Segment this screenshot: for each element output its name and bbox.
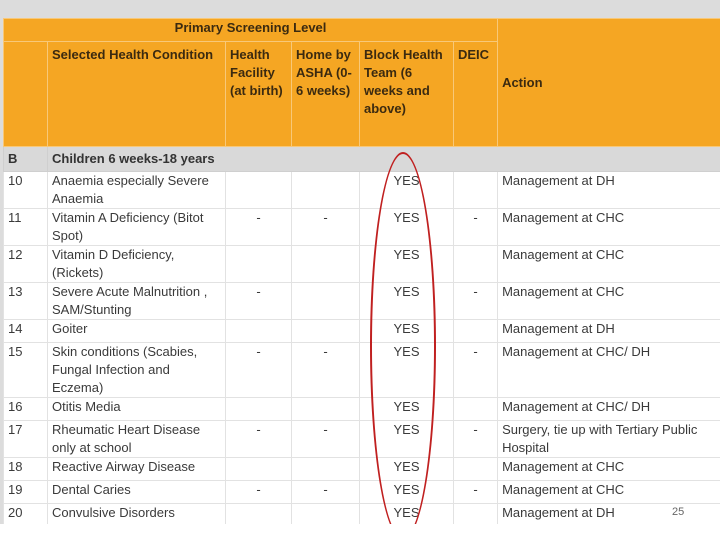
primary-screening-title: Primary Screening Level <box>4 19 498 42</box>
block-cell: YES <box>360 343 454 398</box>
block-cell: YES <box>360 246 454 283</box>
action-cell: Management at DH <box>498 320 720 343</box>
condition-cell: Rheumatic Heart Disease only at school <box>48 421 226 458</box>
deic-cell: - <box>454 481 498 504</box>
condition-cell: Otitis Media <box>48 398 226 421</box>
condition-cell: Convulsive Disorders <box>48 504 226 525</box>
asha-cell <box>292 172 360 209</box>
row-number: 14 <box>4 320 48 343</box>
block-cell: YES <box>360 172 454 209</box>
table-row <box>4 421 720 458</box>
block-cell: YES <box>360 458 454 481</box>
col-condition-header: Selected Health Condition <box>48 42 226 147</box>
facility-cell <box>226 246 292 283</box>
page-number: 25 <box>672 506 685 518</box>
section-id: B <box>4 147 48 172</box>
condition-cell: Vitamin D Deficiency, (Rickets) <box>48 246 226 283</box>
row-number: 19 <box>4 481 48 504</box>
facility-cell <box>226 320 292 343</box>
table-row <box>4 481 720 504</box>
row-number: 16 <box>4 398 48 421</box>
deic-cell: - <box>454 421 498 458</box>
table-row <box>4 246 720 283</box>
facility-cell <box>226 458 292 481</box>
asha-cell <box>292 320 360 343</box>
action-cell: Management at CHC/ DH <box>498 343 720 398</box>
asha-cell <box>292 283 360 320</box>
facility-cell <box>226 172 292 209</box>
asha-cell <box>292 504 360 525</box>
screening-table-container <box>3 18 720 524</box>
condition-cell: Severe Acute Malnutrition , SAM/Stunting <box>48 283 226 320</box>
row-number: 20 <box>4 504 48 525</box>
table-row <box>4 343 720 398</box>
deic-cell <box>454 458 498 481</box>
table-row <box>4 320 720 343</box>
facility-cell <box>226 504 292 525</box>
action-cell: Management at CHC <box>498 246 720 283</box>
block-cell: YES <box>360 398 454 421</box>
deic-cell <box>454 320 498 343</box>
deic-cell <box>454 398 498 421</box>
col-facility-header: Health Facility (at birth) <box>226 42 292 147</box>
block-cell: YES <box>360 320 454 343</box>
col-deic-header: DEIC <box>454 42 498 147</box>
block-cell: YES <box>360 504 454 525</box>
table-row <box>4 504 720 525</box>
action-cell: Management at CHC <box>498 481 720 504</box>
asha-cell: - <box>292 421 360 458</box>
section-row <box>4 147 720 172</box>
header-row-title <box>4 19 720 42</box>
condition-cell: Goiter <box>48 320 226 343</box>
deic-cell <box>454 246 498 283</box>
asha-cell: - <box>292 343 360 398</box>
condition-cell: Dental Caries <box>48 481 226 504</box>
col-number-header <box>4 42 48 147</box>
section-title: Children 6 weeks-18 years <box>48 147 720 172</box>
col-action-header: Action <box>498 19 720 147</box>
table-row <box>4 209 720 246</box>
deic-cell: - <box>454 343 498 398</box>
row-number: 18 <box>4 458 48 481</box>
row-number: 12 <box>4 246 48 283</box>
facility-cell: - <box>226 343 292 398</box>
table-row <box>4 172 720 209</box>
block-cell: YES <box>360 421 454 458</box>
condition-cell: Vitamin A Deficiency (Bitot Spot) <box>48 209 226 246</box>
asha-cell <box>292 458 360 481</box>
action-cell: Management at CHC <box>498 283 720 320</box>
deic-cell <box>454 504 498 525</box>
condition-cell: Anaemia especially Severe Anaemia <box>48 172 226 209</box>
asha-cell <box>292 246 360 283</box>
row-number: 10 <box>4 172 48 209</box>
deic-cell <box>454 172 498 209</box>
facility-cell: - <box>226 421 292 458</box>
facility-cell: - <box>226 283 292 320</box>
facility-cell: - <box>226 209 292 246</box>
asha-cell <box>292 398 360 421</box>
asha-cell: - <box>292 481 360 504</box>
action-cell: Management at CHC/ DH <box>498 398 720 421</box>
action-cell: Management at CHC <box>498 209 720 246</box>
table-row <box>4 283 720 320</box>
condition-cell: Reactive Airway Disease <box>48 458 226 481</box>
col-block-header: Block Health Team (6 weeks and above) <box>360 42 454 147</box>
action-cell: Management at DH <box>498 172 720 209</box>
row-number: 17 <box>4 421 48 458</box>
table-row <box>4 458 720 481</box>
action-cell: Surgery, tie up with Tertiary Public Hospital <box>498 421 720 458</box>
facility-cell: - <box>226 481 292 504</box>
table-row <box>4 398 720 421</box>
screening-table <box>3 18 720 524</box>
row-number: 15 <box>4 343 48 398</box>
row-number: 11 <box>4 209 48 246</box>
action-cell: Management at DH <box>498 504 720 525</box>
condition-cell: Skin conditions (Scabies, Fungal Infection and Eczema) <box>48 343 226 398</box>
footer-strip <box>0 524 720 540</box>
facility-cell <box>226 398 292 421</box>
action-cell: Management at CHC <box>498 458 720 481</box>
deic-cell: - <box>454 209 498 246</box>
row-number: 13 <box>4 283 48 320</box>
deic-cell: - <box>454 283 498 320</box>
block-cell: YES <box>360 209 454 246</box>
block-cell: YES <box>360 481 454 504</box>
block-cell: YES <box>360 283 454 320</box>
asha-cell: - <box>292 209 360 246</box>
col-asha-header: Home by ASHA (0-6 weeks) <box>292 42 360 147</box>
